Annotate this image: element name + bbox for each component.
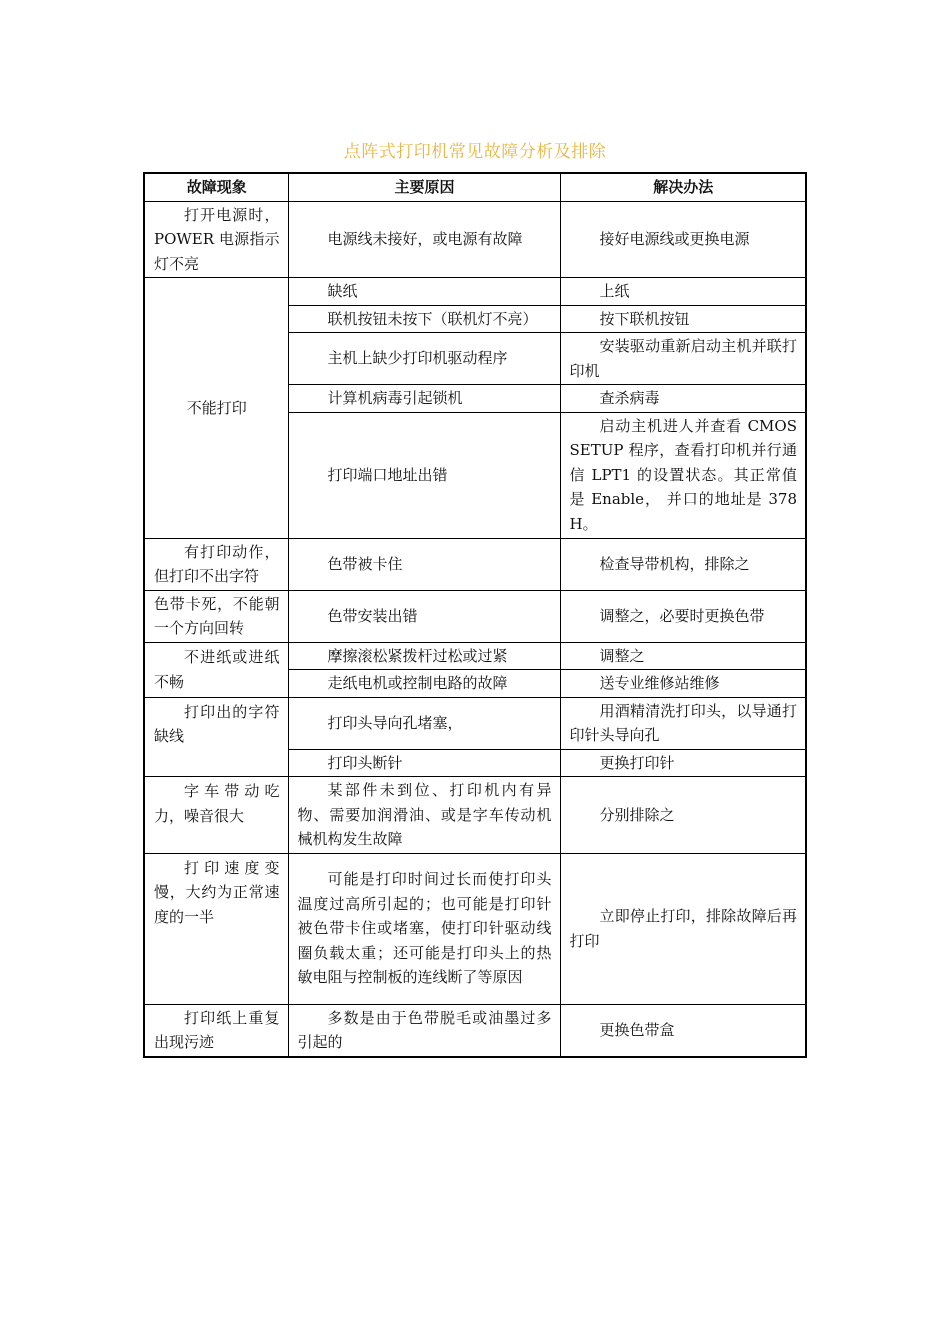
- solution-cell: 查杀病毒: [560, 385, 806, 413]
- symptom-cell: 打印出的字符缺线: [144, 697, 288, 777]
- symptom-cell: 色带卡死，不能朝一个方向回转: [144, 590, 288, 642]
- solution-cell: 上纸: [560, 278, 806, 306]
- fault-table: [143, 172, 807, 1058]
- cause-cell: 打印头导向孔堵塞，: [288, 697, 560, 749]
- cause-cell: 计算机病毒引起锁机: [288, 385, 560, 413]
- solution-cell: 启动主机进人并查看 CMOS SETUP 程序，查看打印机并行通信 LPT1 的设置状态。其正常值是 Enable， 并口的地址是 378H。: [560, 412, 806, 538]
- table-header-row: [144, 173, 806, 201]
- cause-cell: 摩擦滚松紧拨杆过松或过紧: [288, 642, 560, 670]
- solution-cell: 更换色带盒: [560, 1004, 806, 1057]
- symptom-cell: 字车带动吃力，噪音很大: [144, 777, 288, 854]
- solution-cell: 按下联机按钮: [560, 305, 806, 333]
- solution-cell: 用酒精清洗打印头，以导通打印针头导向孔: [560, 697, 806, 749]
- solution-cell: 分别排除之: [560, 777, 806, 854]
- table-row: [144, 278, 806, 306]
- cause-cell: 联机按钮未按下（联机灯不亮）: [288, 305, 560, 333]
- table-row: [144, 590, 806, 642]
- header-solution: 解决办法: [560, 173, 806, 201]
- table-row: [144, 777, 806, 854]
- solution-cell: 更换打印针: [560, 749, 806, 777]
- solution-cell: 检查导带机构，排除之: [560, 538, 806, 590]
- symptom-cell: 打印纸上重复出现污迹: [144, 1004, 288, 1057]
- table-row: [144, 201, 806, 278]
- cause-cell: 某部件未到位、打印机内有异物、需要加润滑油、或是字车传动机械机构发生故障: [288, 777, 560, 854]
- table-row: [144, 1004, 806, 1057]
- solution-cell: 接好电源线或更换电源: [560, 201, 806, 278]
- solution-cell: 送专业维修站维修: [560, 670, 806, 698]
- cause-cell: 缺纸: [288, 278, 560, 306]
- solution-cell: 调整之，必要时更换色带: [560, 590, 806, 642]
- table-row: [144, 642, 806, 670]
- table-row: [144, 697, 806, 749]
- cause-cell: 色带被卡住: [288, 538, 560, 590]
- cause-cell: 走纸电机或控制电路的故障: [288, 670, 560, 698]
- symptom-cell: 不进纸或进纸不畅: [144, 642, 288, 697]
- cause-cell: 打印头断针: [288, 749, 560, 777]
- cause-cell: 色带安装出错: [288, 590, 560, 642]
- symptom-cell: 打印速度变慢，大约为正常速度的一半: [144, 853, 288, 1004]
- solution-cell: 立即停止打印，排除故障后再打印: [560, 853, 806, 1004]
- solution-cell: 安装驱动重新启动主机并联打印机: [560, 333, 806, 385]
- header-symptom: 故障现象: [144, 173, 288, 201]
- cause-cell: 打印端口地址出错: [288, 412, 560, 538]
- header-cause: 主要原因: [288, 173, 560, 201]
- symptom-cell: 打开电源时，POWER 电源指示灯不亮: [144, 201, 288, 278]
- symptom-cell: 有打印动作，但打印不出字符: [144, 538, 288, 590]
- cause-cell: 可能是打印时间过长而使打印头温度过高所引起的；也可能是打印针被色带卡住或堵塞，使打印针驱动线圈负载太重；还可能是打印头上的热敏电阻与控制板的连线断了等原因: [288, 853, 560, 1004]
- cause-cell: 电源线未接好，或电源有故障: [288, 201, 560, 278]
- table-row: [144, 538, 806, 590]
- symptom-cell: 不能打印: [144, 278, 288, 539]
- solution-cell: 调整之: [560, 642, 806, 670]
- cause-cell: 多数是由于色带脱毛或油墨过多引起的: [288, 1004, 560, 1057]
- table-row: [144, 853, 806, 1004]
- cause-cell: 主机上缺少打印机驱动程序: [288, 333, 560, 385]
- document-title: 点阵式打印机常见故障分析及排除: [343, 142, 607, 162]
